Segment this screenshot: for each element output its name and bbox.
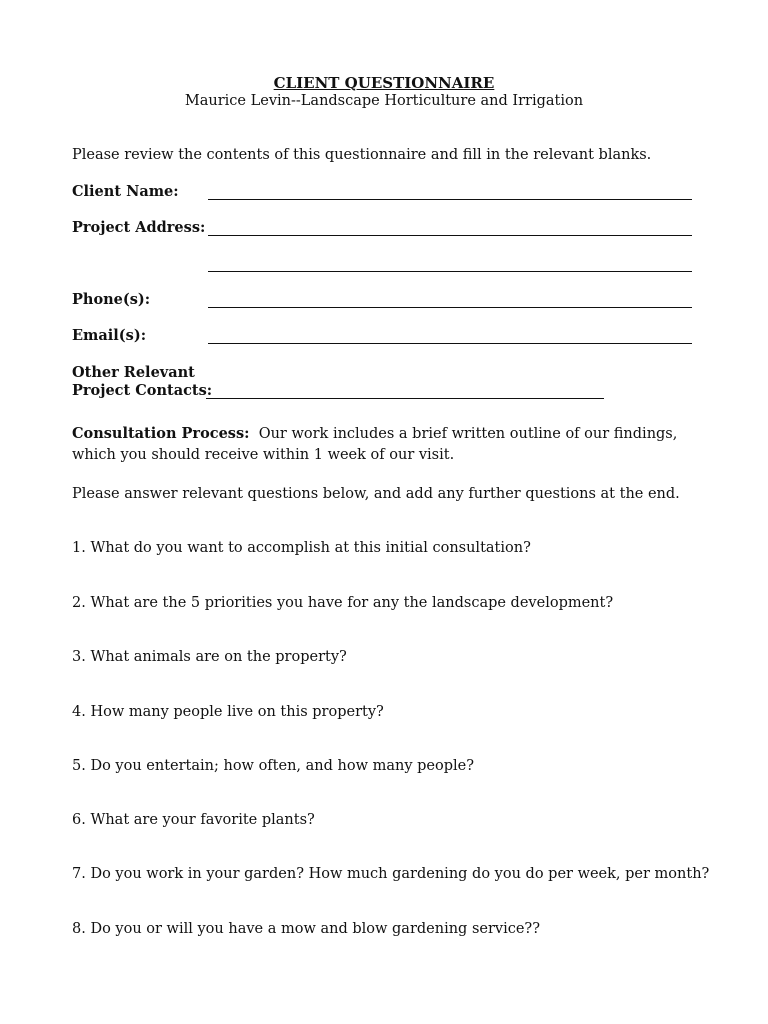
client-name-field[interactable] [208, 199, 692, 200]
project-address-label: Project Address: [72, 219, 206, 236]
question-4: 4. How many people live on this property? [72, 704, 384, 720]
question-8: 8. Do you or will you have a mow and blow gardening service?? [72, 921, 540, 937]
consultation-body: Our work includes a brief written outline of our findings, which you should receive within 1 week of our visit. [72, 426, 678, 463]
question-2: 2. What are the 5 priorities you have for any the landscape development? [72, 595, 614, 611]
document-title: CLIENT QUESTIONNAIRE [273, 74, 495, 92]
question-1: 1. What do you want to accomplish at this initial consultation? [72, 540, 531, 556]
question-5: 5. Do you entertain; how often, and how many people? [72, 758, 474, 774]
phone-field[interactable] [208, 307, 692, 308]
question-3: 3. What animals are on the property? [72, 649, 347, 665]
document-subtitle: Maurice Levin--Landscape Horticulture and Irrigation [184, 93, 584, 109]
question-7: 7. Do you work in your garden? How much gardening do you do per week, per month? [72, 866, 710, 882]
other-contacts-field[interactable] [206, 398, 604, 399]
project-address-field-1[interactable] [208, 235, 692, 236]
instructions-text: Please answer relevant questions below, and add any further questions at the end. [72, 486, 680, 502]
phone-label: Phone(s): [72, 291, 151, 308]
consultation-paragraph [72, 423, 702, 466]
email-label: Email(s): [72, 327, 147, 344]
email-field[interactable] [208, 343, 692, 344]
project-address-field-2[interactable] [208, 271, 692, 272]
client-name-label: Client Name: [72, 183, 179, 200]
intro-text: Please review the contents of this questionnaire and fill in the relevant blanks. [72, 147, 652, 163]
other-contacts-label-line1: Other Relevant [72, 364, 195, 381]
question-6: 6. What are your favorite plants? [72, 812, 315, 828]
consultation-heading: Consultation Process: [72, 425, 250, 442]
other-contacts-label-line2: Project Contacts: [72, 382, 213, 399]
